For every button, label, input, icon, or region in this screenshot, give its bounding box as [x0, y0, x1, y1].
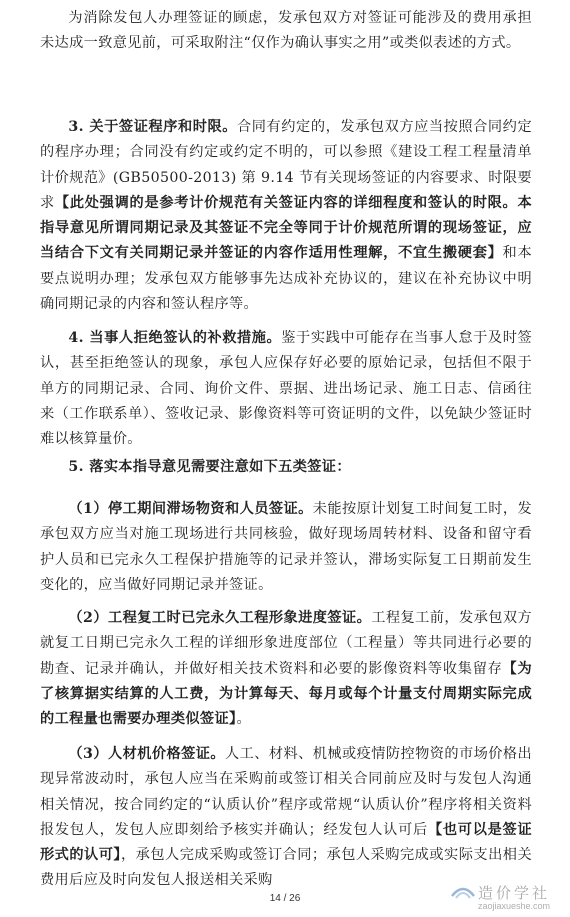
paragraph-visa-procedure: [40, 115, 532, 317]
paragraph-stoppage-visa: [40, 497, 532, 598]
paragraph-text: 。: [236, 711, 251, 728]
paragraph-price-visa: [40, 742, 532, 894]
watermark-text: 造价学社: [478, 884, 551, 902]
paragraph-text: 未能按原计划复工时间复工时，发承包双方应当对施工现场进行共同核验，做好现场周转材料、设备和留守看护人员和已完永久工程保护措施等的记录并签认，滞场实际复工日期前发生变化的，应当做好同期记录并签证。: [40, 501, 532, 593]
paragraph-progress-visa: [40, 606, 532, 732]
watermark-logo-icon: [450, 884, 476, 900]
section-title: 4. 当事人拒绝签认的补救措施。: [68, 330, 282, 346]
page-number: 14 / 26: [269, 893, 301, 904]
item-title: （3）人材机价格签证。: [68, 746, 225, 762]
emphasis-note: 【为了核算据实结算的人工费，为计算每天、每月或每个计量支付周期实际完成的工程量也需要办理类似签证】: [40, 660, 533, 728]
watermark-url: zaojiaxueshe.com: [478, 901, 551, 911]
section-title: 3. 关于签证程序和时限。: [68, 119, 238, 135]
paragraph-text: 工程复工前，发承包双方就复工日期已完永久工程的详细形象进度部位（工程量）等共同进行必要的勘查、记录并确认，并做好相关技术资料和必要的影像资料等收集留存: [40, 610, 532, 677]
watermark: [444, 880, 562, 914]
paragraph-text: 为消除发包人办理签证的顾虑，发承包双方对签证可能涉及的费用承担未达成一致意见前，可采取附注“仅作为确认事实之用”或类似表述的方式。: [40, 10, 532, 52]
paragraph-text: ，承包人完成采购或签订合同；承包人采购完成或实际支出相关费用后应及时向发包人报送相关采购: [40, 847, 532, 889]
paragraph-text: 合同有约定的，发承包双方应当按照合同约定的程序办理；合同没有约定或约定不明的，可以参照《建设工程工程量清单计价规范》(GB50500-2013) 第 9.14 节有关现场签证的内容要求、时限要求: [40, 119, 532, 211]
item-title: （1）停工期间滞场物资和人员签证。: [68, 501, 313, 517]
paragraph-remedy: [40, 326, 532, 452]
paragraph-visa-annotation: [40, 6, 532, 57]
paragraph-text: 人工、材料、机械或疫情防控物资的市场价格出现异常波动时，承包人应当在采购前或签订相关合同前应及时与发包人沟通相关情况，按合同约定的“认质认价”程序或常规“认质认价”程序将相关资料报发包人，发包人应即刻给予核实并确认；经发包人认可后: [40, 746, 532, 838]
paragraph-text: 和本要点说明办理；发承包双方能够事先达成补充协议的，建议在补充协议中明确同期记录的内容和签认程序等。: [40, 245, 533, 313]
emphasis-note: 【此处强调的是参考计价规范有关签证内容的详细程度和签认的时限。本指导意见所谓同期记录及其签证不完全等同于计价规范所谓的现场签证，应当结合下文有关同期记录并签证的内容作适用性理解，不宜生搬硬套】: [40, 194, 532, 262]
emphasis-note: 【也可以是签证形式的认可】: [40, 821, 532, 864]
section-heading: 5. 落实本指导意见需要注意如下五类签证：: [68, 459, 351, 475]
item-title: （2）工程复工时已完永久工程形象进度签证。: [68, 610, 372, 626]
paragraph-text: 鉴于实践中可能存在当事人怠于及时签认，甚至拒绝签认的现象，承包人应保存好必要的原始记录，包括但不限于单方的同期记录、合同、询价文件、票据、进出场记录、施工日志、信函往来（工作联系单）、签收记录、影像资料等可资证明的文件，以免缺少签证时难以核算量价。: [40, 330, 532, 448]
